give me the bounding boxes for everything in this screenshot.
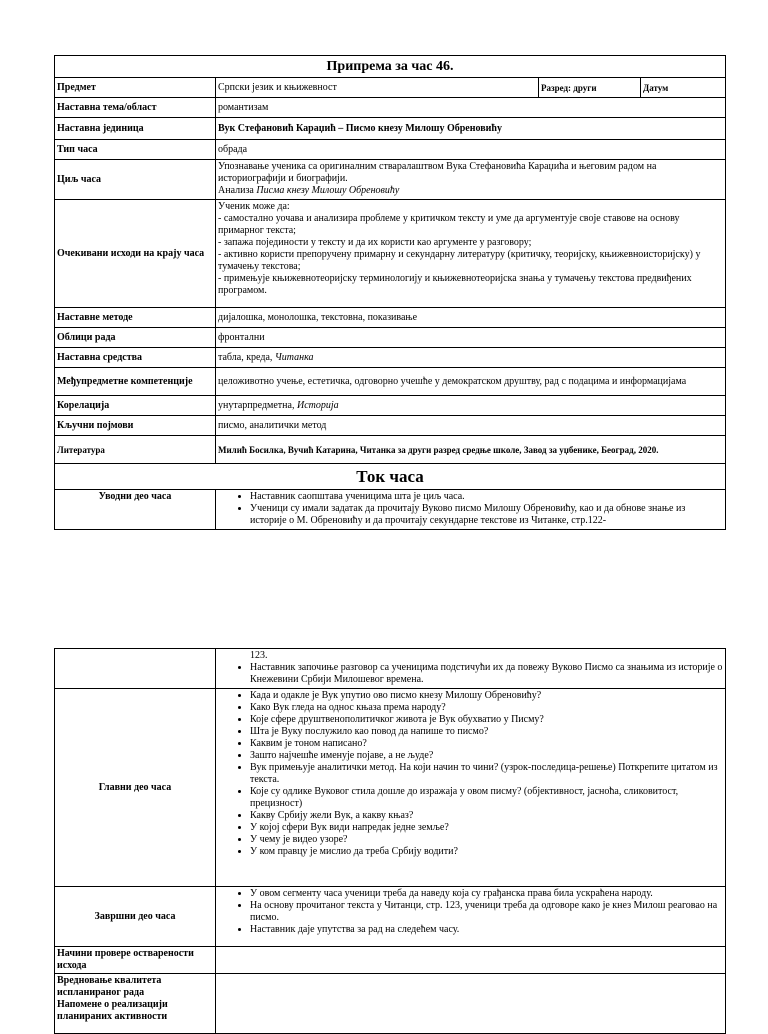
unit-label: Наставна јединица	[55, 118, 216, 140]
teaching-aids-value	[216, 348, 726, 368]
outcome-line: - запажа појединости у тексту и да их користи као аргументе у разговору;	[218, 237, 532, 248]
unit-value: Вук Стефановић Караџић – Писмо кнезу Милошу Обреновићу	[216, 118, 726, 140]
list-item: • У ком правцу је мислио да треба Србију водити?	[250, 846, 723, 858]
evaluation-label	[55, 974, 216, 1034]
goal-label: Циљ часа	[55, 160, 216, 200]
main-section-content	[216, 689, 726, 887]
evaluation-label-line: Напомене о реализацији планираних активности	[57, 999, 168, 1022]
list-item: • Ученици су имали задатак да прочитају Вуково писмо Милошу Обреновићу, као и да обнове знање из историје о М. Обреновићу и да прочитају секундарне текстове из Читанке, стр.122-	[250, 503, 723, 527]
goal-line2-italic: Писма кнезу Милошу Обреновићу	[256, 185, 400, 196]
intro-continuation-text: 123.	[250, 650, 268, 661]
list-item: • Наставник започиње разговор са ученицима подстичући их да повежу Вуково Писмо са знањима из историје о Кнежевини Србији Милошевог времена.	[250, 662, 723, 686]
teaching-aids-label: Наставна средства	[55, 348, 216, 368]
correlation-prefix: унутарпредметна,	[218, 399, 297, 411]
outcomes-value	[216, 200, 726, 308]
topic-value: романтизам	[216, 98, 726, 118]
literature-value: Милић Босилка, Вучић Катарина, Читанка за други разред средње школе, Завод за уџбенике, Београд, 2020.	[216, 436, 726, 464]
lesson-type-label: Тип часа	[55, 140, 216, 160]
date-label: Датум	[641, 78, 726, 98]
lesson-type-value: обрада	[216, 140, 726, 160]
competences-value: целоживотно учење, естетичка, одговорно учешће у демократском друштву, рад с подацима и информацијама	[216, 368, 726, 396]
correlation-italic: Историја	[296, 399, 339, 411]
list-item: • Шта је Вуку послужило као повод да напише то писмо?	[250, 726, 723, 738]
outcome-check-label: Начини провере остварености исхода	[55, 947, 216, 974]
list-item: • Какву Србију жели Вук, а какву књаз?	[250, 810, 723, 822]
goal-line2-prefix: Анализа	[218, 185, 257, 196]
final-section-content	[216, 887, 726, 947]
lesson-flow-title: Ток часа	[55, 464, 726, 490]
list-item: • Како Вук гледа на однос књаза према народу?	[250, 702, 723, 714]
teaching-aids-prefix: табла, креда,	[218, 351, 275, 363]
list-item: • Које сфере друштвенополитичког живота је Вук обухватио у Писму?	[250, 714, 723, 726]
intro-continued-content	[216, 649, 726, 689]
outcome-line: - самостално уочава и анализира проблеме у критичком тексту и уме да аргументује своје ставове на основу примарног текста;	[218, 213, 680, 236]
teaching-aids-italic: Читанка	[274, 351, 314, 363]
competences-label: Међупредметне компетенције	[55, 368, 216, 396]
correlation-value	[216, 396, 726, 416]
evaluation-label-line: Вредновање квалитета испланираног рада	[57, 975, 162, 998]
list-item: • Које су одлике Вуковог стила дошле до изражаја у овом писму? (објективност, јасноћа, сликовитост, прецизност)	[250, 786, 723, 810]
list-item: • Зашто најчешће именује појаве, а не људе?	[250, 750, 723, 762]
list-item: • У чему је видео узоре?	[250, 834, 723, 846]
list-item: • Наставник саопштава ученицима шта је циљ часа.	[250, 491, 723, 503]
intro-section-content	[216, 490, 726, 530]
key-terms-value: писмо, аналитички метод	[216, 416, 726, 436]
goal-value	[216, 160, 726, 200]
outcome-check-value	[216, 947, 726, 974]
list-item: • Када и одакле је Вук упутио ово писмо кнезу Милошу Обреновићу?	[250, 690, 723, 702]
list-item: • Наставник даје упутства за рад на следећем часу.	[250, 924, 723, 936]
correlation-label: Корелација	[55, 396, 216, 416]
outcome-line: - примењује књижевнотеоријску терминологију и књижевнотеоријска знања у тумачењу текстова предвиђених програмом.	[218, 273, 692, 296]
list-item: • Вук примењује аналитички метод. На који начин то чини? (узрок-последица-решење) Поткрепите цитатом из текста.	[250, 762, 723, 786]
lesson-plan-table-page2	[54, 648, 726, 1034]
list-item: • На основу прочитаног текста у Читанци, стр. 123, ученици треба да одговоре како је кнез Милош реаговао на писмо.	[250, 900, 723, 924]
list-item: • У којој сфери Вук види напредак једне земље?	[250, 822, 723, 834]
intro-section-label: Уводни део часа	[55, 490, 216, 530]
grade-label: Разред: други	[539, 78, 641, 98]
methods-value: дијалошка, монолошка, текстовна, показивање	[216, 308, 726, 328]
outcome-line: - активно користи препоручену примарну и секундарну литературу (критичку, теоријску, књижевноисторијску) у тумачењу текстова;	[218, 249, 701, 272]
lesson-plan-table-page1	[54, 55, 726, 530]
work-forms-value: фронтални	[216, 328, 726, 348]
outcomes-label: Очекивани исходи на крају часа	[55, 200, 216, 308]
subject-label: Предмет	[55, 78, 216, 98]
outcome-line: Ученик може да:	[218, 201, 290, 212]
list-item: • Каквим је тоном написано?	[250, 738, 723, 750]
list-item: • У овом сегменту часа ученици треба да наведу која су грађанска права била ускраћена народу.	[250, 888, 723, 900]
intro-continued-label	[55, 649, 216, 689]
topic-label: Наставна тема/област	[55, 98, 216, 118]
subject-value: Српски језик и књижевност	[216, 78, 539, 98]
methods-label: Наставне методе	[55, 308, 216, 328]
literature-label: Литература	[55, 436, 216, 464]
final-section-label: Завршни део часа	[55, 887, 216, 947]
main-section-label: Главни део часа	[55, 689, 216, 887]
page-title: Припрема за час 46.	[55, 56, 726, 78]
key-terms-label: Кључни појмови	[55, 416, 216, 436]
work-forms-label: Облици рада	[55, 328, 216, 348]
goal-line1: Упознавање ученика са оригиналним стваралаштвом Вука Стефановића Караџића и његовим радом на историографији и биографији.	[218, 161, 657, 184]
evaluation-value	[216, 974, 726, 1034]
